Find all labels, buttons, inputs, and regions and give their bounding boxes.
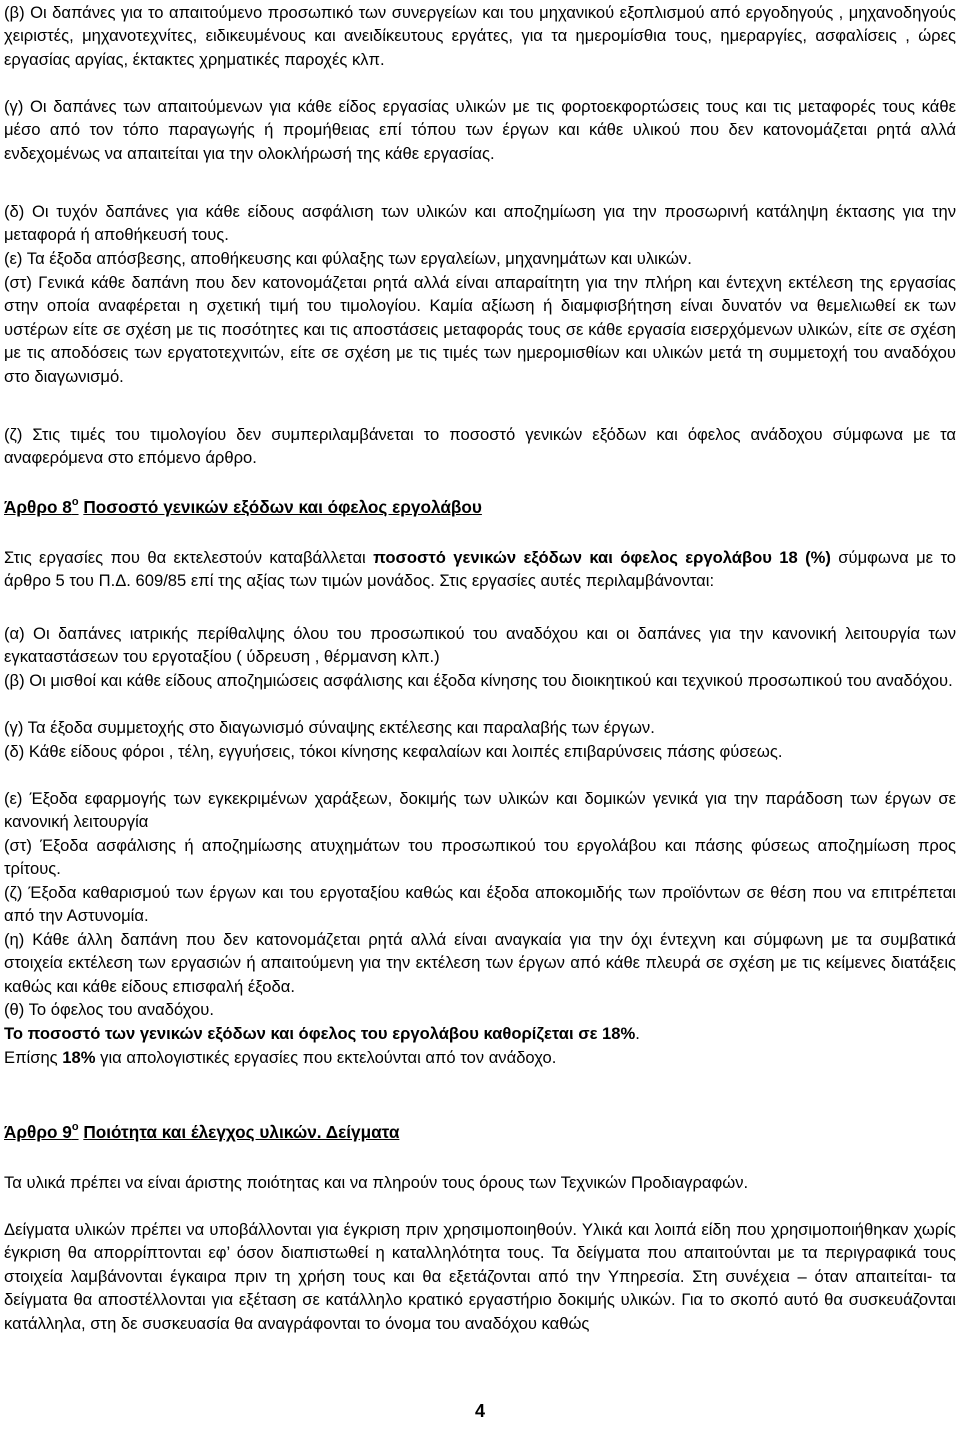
article-8-title: Ποσοστό γενικών εξόδων και όφελος εργολάβου [83, 497, 482, 517]
paragraph-b: (β) Οι δαπάνες για το απαιτούμενο προσωπικό των συνεργείων και του μηχανικού εξοπλισμού από εργοδηγούς , μηχανοδηγούς χειριστές, μηχανοτεχνίτες, ειδικευμένους και ανειδίκευτους εργάτες, για τα ημερομίσθια τους, ημεραργίες, ασφαλίσεις , ώρες εργασίας αργίας, έκτακτες χρηματικές παροχές κλπ. [4, 3, 956, 69]
article-8-intro: Στις εργασίες που θα εκτελεστούν καταβάλλεται ποσοστό γενικών εξόδων και όφελος εργολάβου 18 (%) σύμφωνα με το άρθρο 5 του Π.Δ. 609/85 επί της αξίας των τιμών μονάδος. Στις εργασίες αυτές περιλαμβάνονται: [4, 548, 956, 591]
article-9-title: Ποιότητα και έλεγχος υλικών. Δείγματα [83, 1122, 400, 1142]
paragraph-d: (δ) Οι τυχόν δαπάνες για κάθε είδους ασφάλιση των υλικών και αποζημίωση για την προσωρινή κατάληψη έκτασης για την μεταφορά ή αποθήκευσή τους. [4, 202, 956, 245]
page-number: 4 [474, 1401, 485, 1421]
article-9-paragraph-2: Δείγματα υλικών πρέπει να υποβάλλονται για έγκριση πριν χρησιμοποιηθούν. Υλικά και λοιπά είδη που χρησιμοποιήθηκαν χωρίς έγκριση θα απορρίπτονται εφ’ όσον διαπιστωθεί η καταλληλότητα τους. Τα δείγματα που απαιτούνται με τα περιγραφικά τους στοιχεία λαμβάνονται έγκαιρα πριν τη χρήση τους και θα εξετάζονται από την Υπηρεσία. Στη συνέχεια – όταν απαιτείται- τα δείγματα θα αποστέλλονται για εξέταση σε κατάλληλο κρατικό εργαστήριο δοκιμής υλικών. Για το σκοπό αυτό θα συσκευάζονται κατάλληλα, στη δε συσκευασία θα αναγράφονται το όνομα του αναδόχου καθώς [4, 1220, 956, 1333]
article-8-also: Επίσης 18% για απολογιστικές εργασίες που εκτελούνται από τον ανάδοχο. [4, 1048, 557, 1067]
article-8-summary: Το ποσοστό των γενικών εξόδων και όφελος του εργολάβου καθορίζεται σε 18%. [4, 1024, 640, 1043]
article-8-item-d: (δ) Κάθε είδους φόροι , τέλη, εγγυήσεις, τόκοι κίνησης κεφαλαίων και λοιπές επιβαρύνσεις πάσης φύσεως. [4, 742, 783, 761]
article-9-heading: Άρθρο $9^o$ Ποιότητα και έλεγχος υλικών. Δείγματα [4, 1121, 400, 1142]
article-8-item-z: (ζ) Έξοδα καθαρισμού των έργων και του εργοταξίου καθώς και έξοδα αποκομιδής των προϊόντων σε θέση που να επιτρέπεται από την Αστυνομία. [4, 883, 956, 926]
paragraph-st: (στ) Γενικά κάθε δαπάνη που δεν κατονομάζεται ρητά αλλά είναι απαραίτητη για την πλήρη και έντεχνη εκτέλεση της εργασίας στην οποία αναφέρεται η σχετική τιμή του τιμολογίου. Καμία αξίωση ή διαμφισβήτηση είναι δυνατόν να θεμελιωθεί εκ των υστέρων είτε σε σχέση με τις ποσότητες και τις αποστάσεις μεταφοράς τους σε κάθε εργασία εισερχόμενων υλικών, είτε σε σχέση με τις αποδόσεις των εργατοτεχνιτών, είτε σε σχέση με τις τιμές των ημερομισθίων και υλικών μετά τη συμμετοχή του αναδόχου στο διαγωνισμό. [4, 273, 956, 386]
article-8-item-a: (α) Οι δαπάνες ιατρικής περίθαλψης όλου του προσωπικού του αναδόχου και οι δαπάνες για την κανονική λειτουργία των εγκαταστάσεων του εργοταξίου ( ύδρευση , θέρμανση κλπ.) [4, 624, 956, 667]
article-8-item-th: (θ) Το όφελος του αναδόχου. [4, 1000, 214, 1019]
paragraph-g: (γ) Οι δαπάνες των απαιτούμενων για κάθε είδος εργασίας υλικών με τις φορτοεκφορτώσεις τους και τις μεταφορές τους κάθε μέσο από τον τόπο παραγωγής ή προμήθειας επί τόπου των έργων και κάθε υλικού που δεν κατονομάζεται ρητά αλλά ενδεχομένως να απαιτείται για την ολοκλήρωσή της κάθε εργασίας. [4, 97, 956, 163]
article-8-item-b: (β) Οι μισθοί και κάθε είδους αποζημιώσεις ασφάλισης και έξοδα κίνησης του διοικητικού και τεχνικού προσωπικού του αναδόχου. [4, 671, 953, 690]
article-9-paragraph-1: Τα υλικά πρέπει να είναι άριστης ποιότητας και να πληρούν τους όρους των Τεχνικών Προδιαγραφών. [4, 1173, 749, 1192]
article-8-item-e: (ε) Έξοδα εφαρμογής των εγκεκριμένων χαράξεων, δοκιμής των υλικών και δομικών γενικά για την παράδοση των έργων σε κανονική λειτουργία [4, 789, 956, 832]
article-8-heading: Άρθρο $8^o$ Ποσοστό γενικών εξόδων και όφελος εργολάβου [4, 496, 482, 517]
paragraph-z: (ζ) Στις τιμές του τιμολογίου δεν συμπεριλαμβάνεται το ποσοστό γενικών εξόδων και όφελος ανάδοχου σύμφωνα με τα αναφερόμενα στο επόμενο άρθρο. [4, 425, 956, 468]
paragraph-e: (ε) Τα έξοδα απόσβεσης, αποθήκευσης και φύλαξης των εργαλείων, μηχανημάτων και υλικών. [4, 249, 692, 268]
article-8-item-st: (στ) Έξοδα ασφάλισης ή αποζημίωσης ατυχημάτων του προσωπικού του εργολάβου και πάσης φύσεως αποζημίωση προς τρίτους. [4, 836, 956, 879]
article-8-item-g: (γ) Τα έξοδα συμμετοχής στο διαγωνισμό σύναψης εκτέλεσης και παραλαβής των έργων. [4, 718, 655, 737]
article-8-item-h: (η) Κάθε άλλη δαπάνη που δεν κατονομάζεται ρητά αλλά είναι αναγκαία για την όχι έντεχνη και σύμφωνη με τα συμβατικά στοιχεία εκτέλεση των εργασιών ή απαιτούμενη για την εκτέλεση των έργων από κάθε πλευρά σε σχέση με τις κείμενες διατάξεις καθώς και κάθε είδους επισφαλή έξοδα. [4, 930, 956, 996]
